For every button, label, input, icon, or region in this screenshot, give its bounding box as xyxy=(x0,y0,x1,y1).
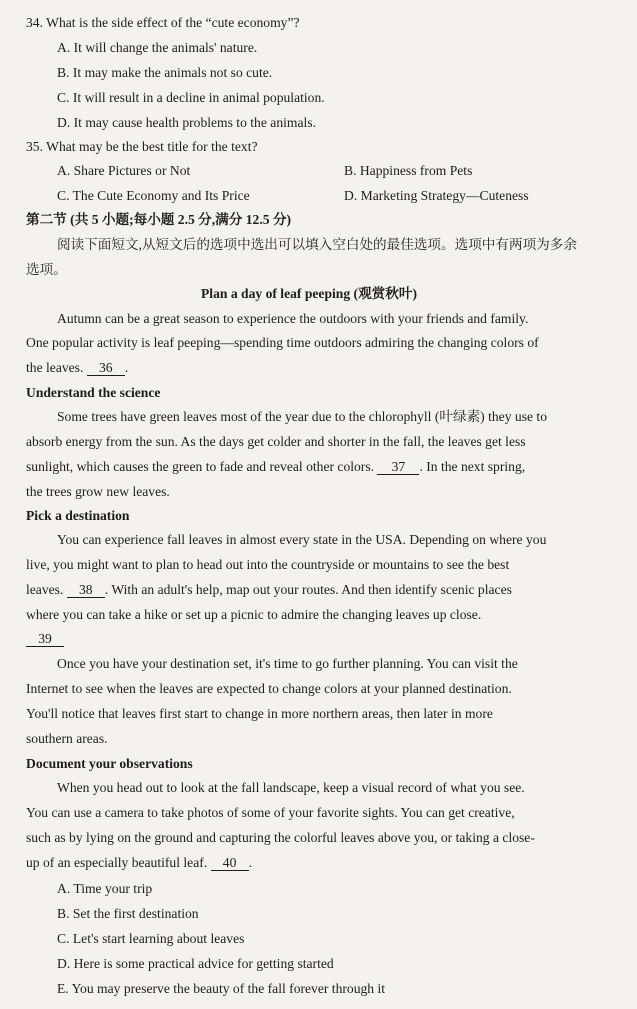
q35-option-d: D. Marketing Strategy—Cuteness xyxy=(344,188,529,203)
paragraph-5-line: such as by lying on the ground and capturing the colorful leaves above you, or taking a close- xyxy=(26,830,535,845)
heading-document-observations: Document your observations xyxy=(26,756,193,771)
paragraph-3-line: live, you might want to plan to head out into the countryside or mountains to see the best xyxy=(26,557,510,572)
text-segment: the leaves. xyxy=(26,360,84,375)
paragraph-2-line xyxy=(26,458,525,476)
text-segment: leaves. xyxy=(26,582,64,597)
choice-c: C. Let's start learning about leaves xyxy=(57,931,245,946)
blank-40: 40 xyxy=(211,855,249,871)
q34-stem: 34. What is the side effect of the “cute economy”? xyxy=(26,15,300,30)
paragraph-5-line: You can use a camera to take photos of some of your favorite sights. You can get creative, xyxy=(26,805,515,820)
q35-option-a: A. Share Pictures or Not xyxy=(57,163,191,178)
text-segment: . xyxy=(124,360,129,375)
paragraph-2-line: Some trees have green leaves most of the year due to the chlorophyll (叶绿素) they use to xyxy=(57,409,547,424)
paragraph-1-line xyxy=(26,359,128,377)
choice-e: E. You may preserve the beauty of the fall forever through it xyxy=(57,981,386,996)
paragraph-4-line: Once you have your destination set, it's time to go further planning. You can visit the xyxy=(57,656,518,671)
text-segment: . With an adult's help, map out your routes. And then identify scenic places xyxy=(104,582,512,597)
choice-d: D. Here is some practical advice for getting started xyxy=(57,956,334,971)
text-segment: . In the next spring, xyxy=(419,459,526,474)
choice-a: A. Time your trip xyxy=(57,881,153,896)
section-instruction: 阅读下面短文,从短文后的选项中选出可以填入空白处的最佳选项。选项中有两项为多余 xyxy=(57,237,577,252)
paragraph-1-line: Autumn can be a great season to experience the outdoors with your friends and family. xyxy=(57,311,529,326)
choice-b: B. Set the first destination xyxy=(57,906,199,921)
heading-pick-destination: Pick a destination xyxy=(26,508,130,523)
paragraph-1-line: One popular activity is leaf peeping—spending time outdoors admiring the changing colors of xyxy=(26,335,539,350)
q35-option-c: C. The Cute Economy and Its Price xyxy=(57,188,250,203)
paragraph-4-line: southern areas. xyxy=(26,731,108,746)
text-segment: up of an especially beautiful leaf. xyxy=(26,855,208,870)
section-instruction-cont: 选项。 xyxy=(26,262,67,277)
paragraph-2-line: the trees grow new leaves. xyxy=(26,484,170,499)
paragraph-3-line: You can experience fall leaves in almost every state in the USA. Depending on where you xyxy=(57,532,547,547)
paragraph-3-line xyxy=(26,581,512,599)
q34-option-c: C. It will result in a decline in animal population. xyxy=(57,90,325,105)
heading-understand-science: Understand the science xyxy=(26,385,161,400)
blank-38: 38 xyxy=(67,582,105,598)
q35-option-b: B. Happiness from Pets xyxy=(344,163,473,178)
q34-option-b: B. It may make the animals not so cute. xyxy=(57,65,273,80)
paragraph-4-line: You'll notice that leaves first start to change in more northern areas, then later in more xyxy=(26,706,493,721)
paragraph-3-line: where you can take a hike or set up a picnic to admire the changing leaves up close. xyxy=(26,607,482,622)
blank-37: 37 xyxy=(377,459,419,475)
paragraph-4-line: Internet to see when the leaves are expected to change colors at your planned destination. xyxy=(26,681,512,696)
text-segment: sunlight, which causes the green to fade and reveal other colors. xyxy=(26,459,375,474)
paragraph-2-line: absorb energy from the sun. As the days get colder and shorter in the fall, the leaves get less xyxy=(26,434,526,449)
section-header: 第二节 (共 5 小题;每小题 2.5 分,满分 12.5 分) xyxy=(26,212,292,227)
q34-option-d: D. It may cause health problems to the animals. xyxy=(57,115,316,130)
paragraph-5-line: When you head out to look at the fall landscape, keep a visual record of what you see. xyxy=(57,780,525,795)
q34-option-a: A. It will change the animals' nature. xyxy=(57,40,258,55)
heading-39-line xyxy=(26,630,64,648)
text-segment: . xyxy=(248,855,252,870)
passage-title: Plan a day of leaf peeping (观赏秋叶) xyxy=(201,286,417,301)
blank-39: 39 xyxy=(26,631,64,647)
q35-stem: 35. What may be the best title for the text? xyxy=(26,139,258,154)
paragraph-5-line xyxy=(26,854,252,872)
blank-36: 36 xyxy=(87,360,125,376)
